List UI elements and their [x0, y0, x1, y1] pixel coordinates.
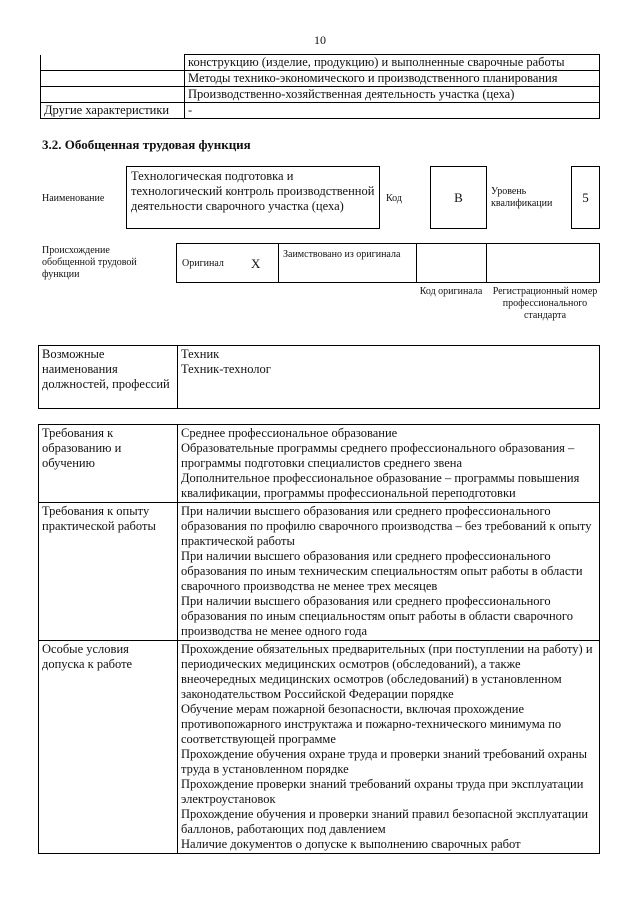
requirement-line: При наличии высшего образования или среднего профессионального образования по иным специальностям опыт работы в области сварочного производства не менее одного года	[181, 594, 573, 638]
positions-label: Возможные наименования должностей, профессий	[39, 346, 178, 409]
position-name: Техник	[181, 347, 220, 361]
origin-label: Происхождение обобщенной трудовой функции	[42, 245, 137, 280]
origin-divider	[278, 243, 279, 283]
requirement-line: При наличии высшего образования или среднего профессионального образования по профилю сварочного производства – без требований к опыту практической работы	[181, 504, 592, 548]
code-label: Код	[386, 193, 402, 204]
name-value: Технологическая подготовка и технологический контроль производственной деятельности сварочного участка (цеха)	[126, 166, 380, 229]
special-conditions-label: Особые условия допуска к работе	[39, 641, 178, 854]
requirement-line: Дополнительное профессиональное образование – программы повышения квалификации, программы профессиональной переподготовки	[181, 471, 580, 500]
continuation-row-1: конструкцию (изделие, продукцию) и выполненные сварочные работы	[185, 55, 600, 71]
level-label: Уровень квалификации	[491, 186, 553, 209]
positions-values	[178, 346, 600, 409]
education-label: Требования к образованию и обучению	[39, 425, 178, 503]
level-value: 5	[571, 166, 600, 229]
requirement-line: Прохождение проверки знаний требований охраны труда при эксплуатации электроустановок	[181, 777, 584, 806]
table-row	[41, 71, 600, 87]
name-label: Наименование	[42, 193, 105, 204]
continuation-row-3: Производственно-хозяйственная деятельность участка (цеха)	[185, 87, 600, 103]
requirement-line: Наличие документов о допуске к выполнению сварочных работ	[181, 837, 521, 851]
borrowed-label: Заимствовано из оригинала	[283, 249, 401, 260]
requirement-line: Прохождение обучения и проверки знаний правил безопасной эксплуатации баллонов, работающих под давлением	[181, 807, 589, 836]
positions-table	[38, 345, 600, 409]
table-row	[39, 425, 600, 503]
section-title: 3.2. Обобщенная трудовая функция	[42, 137, 251, 152]
requirement-line: Образовательные программы среднего профессионального образования – программы подготовки специалистов среднего звена	[181, 441, 575, 470]
code-value: B	[430, 166, 487, 229]
reg-number-label: Регистрационный номер профессионального стандарта	[492, 286, 598, 321]
continuation-row-2: Методы технико-экономического и производственного планирования	[185, 71, 600, 87]
table-row	[39, 641, 600, 854]
table-row	[41, 87, 600, 103]
requirement-line: Прохождение обязательных предварительных (при поступлении на работу) и периодических медицинских осмотров (обследований), а также внеочередных медицинских осмотров (обследований) в установленном законодательством Российской Федерации порядке	[181, 642, 593, 701]
origin-divider	[416, 243, 417, 283]
requirements-table	[38, 424, 600, 854]
page-number: 10	[314, 33, 326, 47]
original-mark: X	[251, 256, 261, 271]
table-row	[41, 55, 600, 71]
other-characteristics-label: Другие характеристики	[41, 103, 185, 119]
experience-label: Требования к опыту практической работы	[39, 503, 178, 641]
requirement-line: При наличии высшего образования или среднего профессионального образования по иным техническим специальностям опыт работы в области сварочного производства не менее трех месяцев	[181, 549, 583, 593]
original-label: Оригинал	[182, 258, 224, 269]
experience-values	[178, 503, 600, 641]
table-row	[41, 103, 600, 119]
other-characteristics-value: -	[185, 103, 600, 119]
table-row	[39, 503, 600, 641]
table-row	[39, 346, 600, 409]
position-name: Техник-технолог	[181, 362, 271, 376]
special-conditions-values	[178, 641, 600, 854]
requirement-line: Обучение мерам пожарной безопасности, включая прохождение противопожарного инструктажа и пожарно-технического минимума по соответствующей программе	[181, 702, 562, 746]
requirement-line: Прохождение обучения охране труда и проверки знаний требований охраны труда в установленном порядке	[181, 747, 588, 776]
requirement-line: Среднее профессиональное образование	[181, 426, 398, 440]
code-original-label: Код оригинала	[419, 286, 483, 297]
origin-divider	[486, 243, 487, 283]
continuation-table	[40, 54, 600, 119]
education-values	[178, 425, 600, 503]
